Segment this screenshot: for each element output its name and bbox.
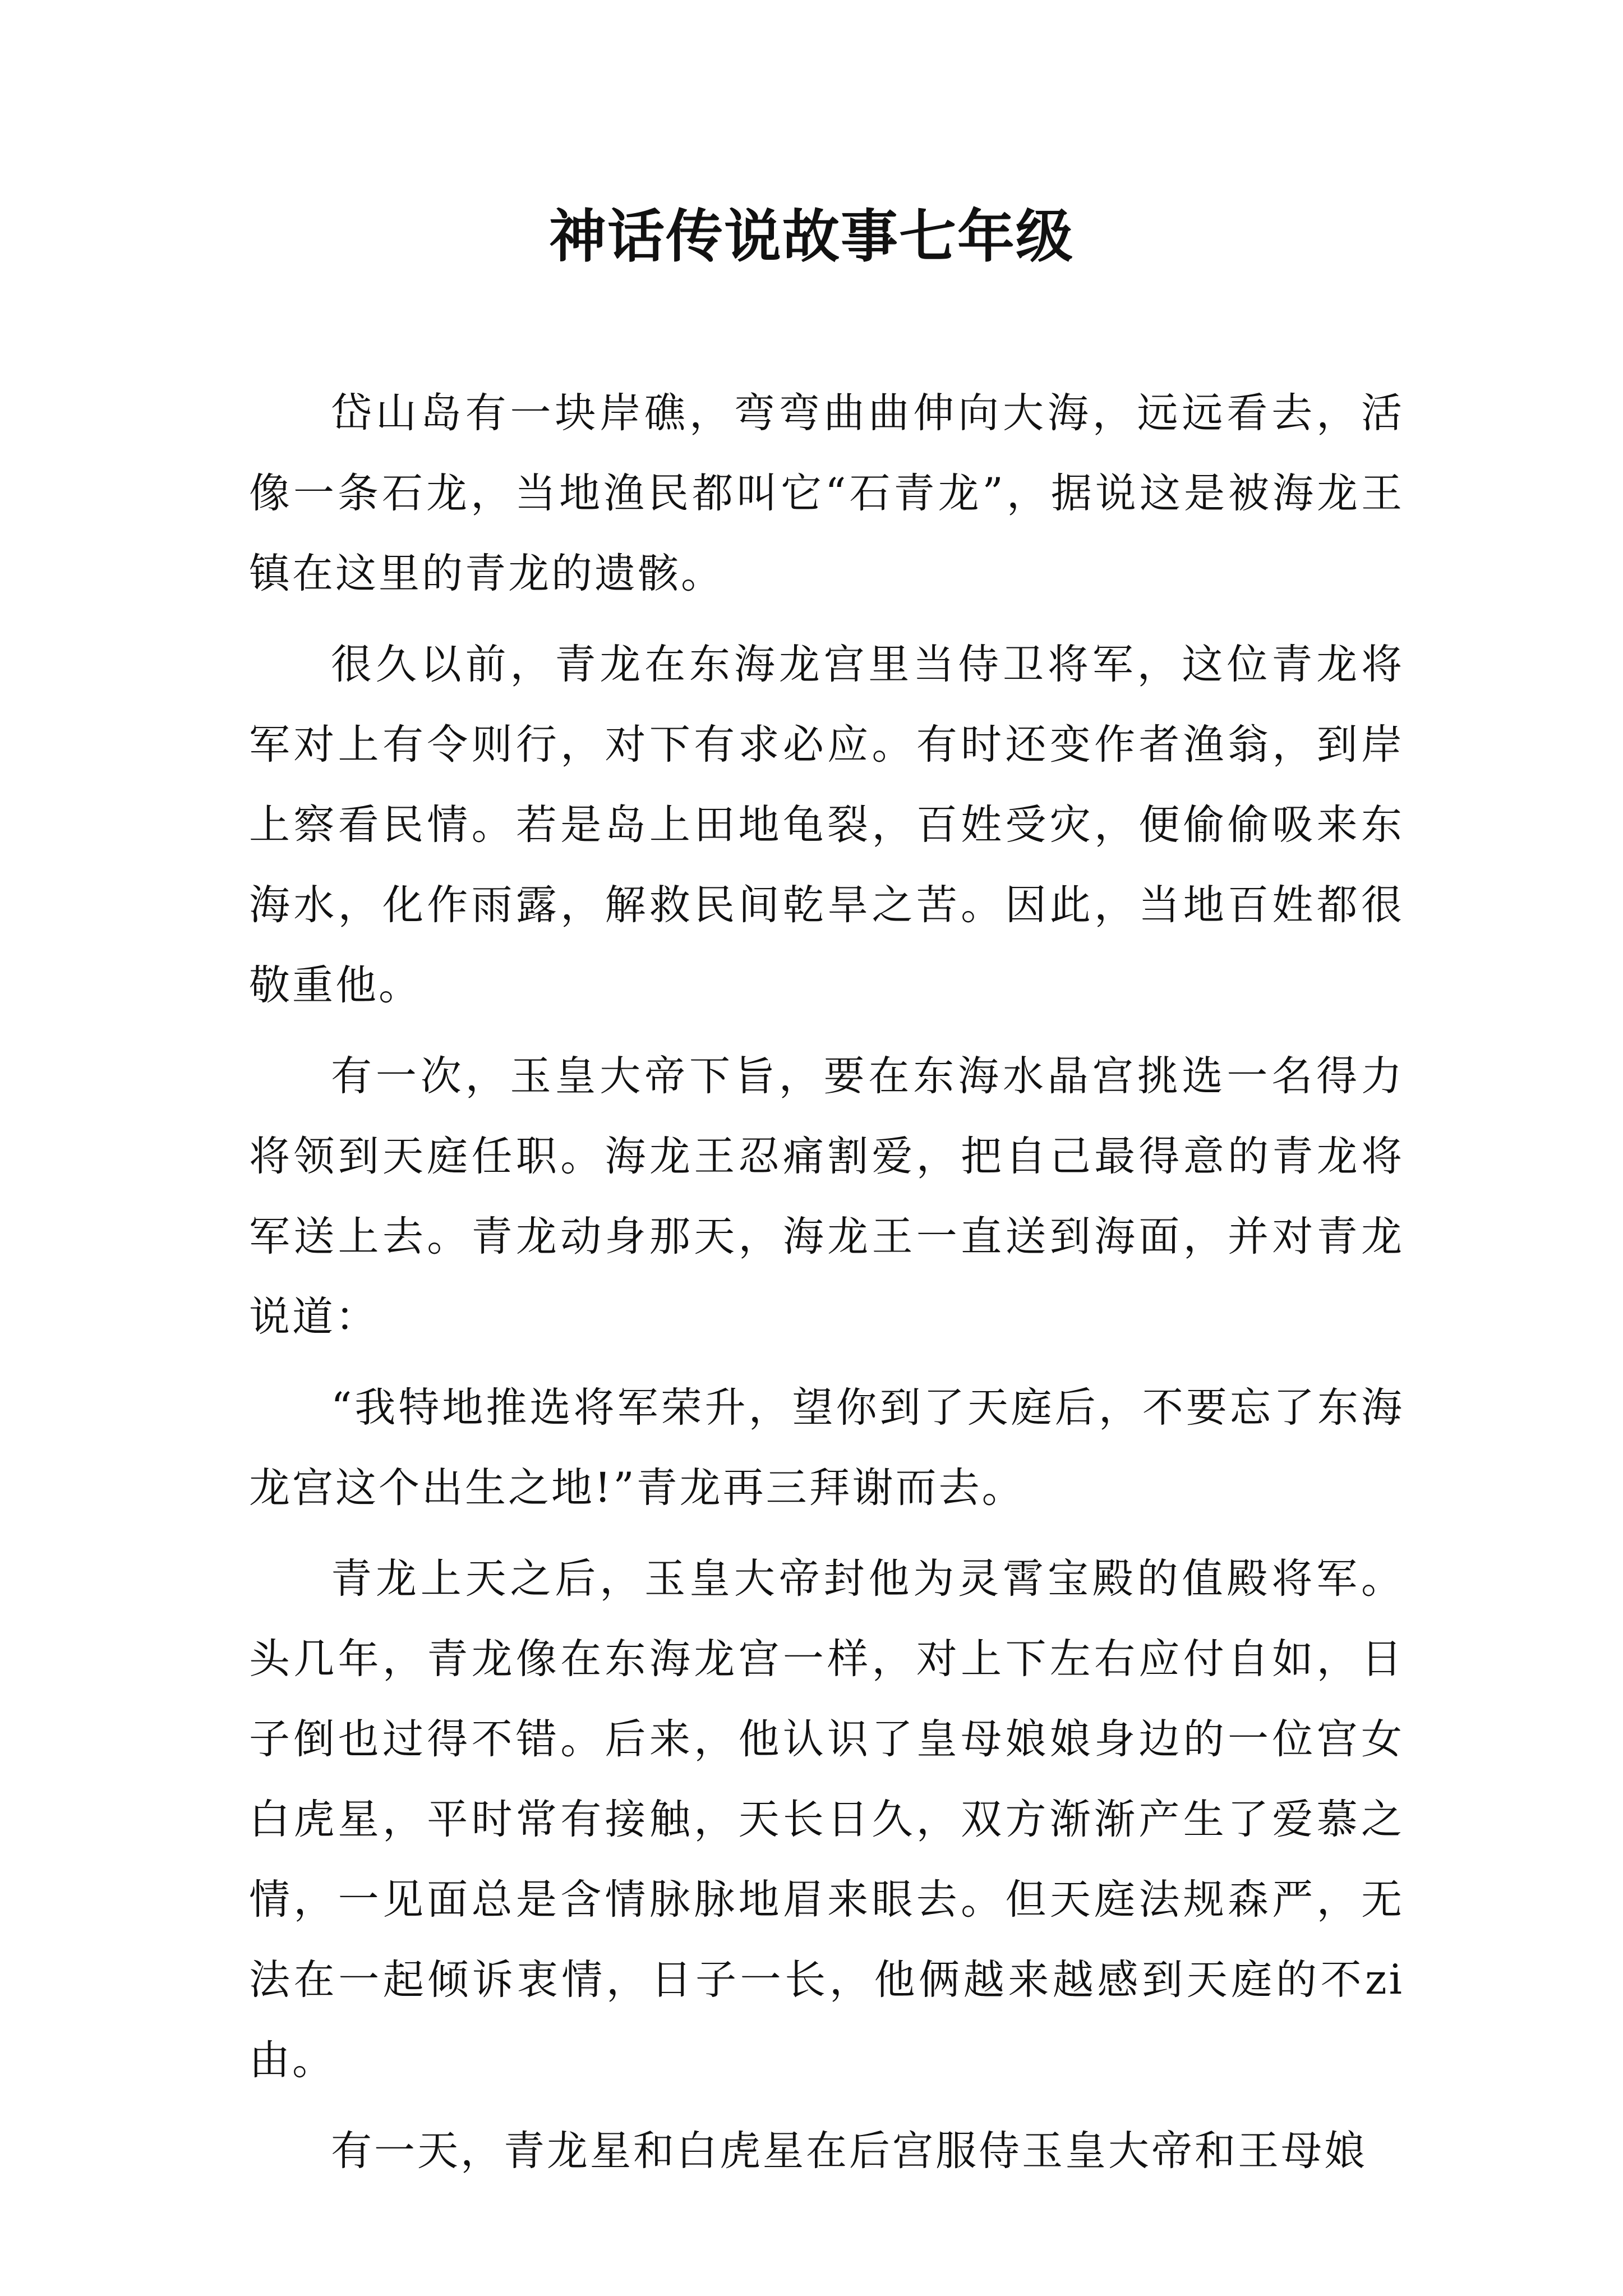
- paragraph-1: 岱山岛有一块岸礁，弯弯曲曲伸向大海，远远看去，活像一条石龙，当地渔民都叫它“石青龙”，据说这是被海龙王镇在这里的青龙的遗骸。: [249, 389, 1404, 597]
- paragraph-3: 有一次，玉皇大帝下旨，要在东海水晶宫挑选一名得力将领到天庭任职。海龙王忍痛割爱，把自己最得意的青龙将军送上去。青龙动身那天，海龙王一直送到海面，并对青龙说道：: [249, 1052, 1404, 1341]
- document-title: 神话传说故事七年级: [549, 203, 1074, 270]
- paragraph-4: “我特地推选将军荣升，望你到了天庭后，不要忘了东海龙宫这个出生之地!”青龙再三拜谢而去。: [249, 1384, 1404, 1512]
- document-body: [249, 373, 1404, 2191]
- paragraph-2: 很久以前，青龙在东海龙宫里当侍卫将军，这位青龙将军对上有令则行，对下有求必应。有时还变作者渔翁，到岸上察看民情。若是岛上田地龟裂，百姓受灾，便偷偷吸来东海水，化作雨露，解救民间乾旱之苦。因此，当地百姓都很敬重他。: [249, 641, 1404, 1009]
- paragraph-5: 青龙上天之后，玉皇大帝封他为灵霄宝殿的值殿将军。头几年，青龙像在东海龙宫一样，对上下左右应付自如，日子倒也过得不错。后来，他认识了皇母娘娘身边的一位宫女白虎星，平时常有接触，天长日久，双方渐渐产生了爱慕之情，一见面总是含情脉脉地眉来眼去。但天庭法规森严，无法在一起倾诉衷情，日子一长，他俩越来越感到天庭的不zi由。: [249, 1555, 1404, 2084]
- paragraph-6: 有一天，青龙星和白虎星在后宫服侍玉皇大帝和王母娘: [331, 2127, 1367, 2175]
